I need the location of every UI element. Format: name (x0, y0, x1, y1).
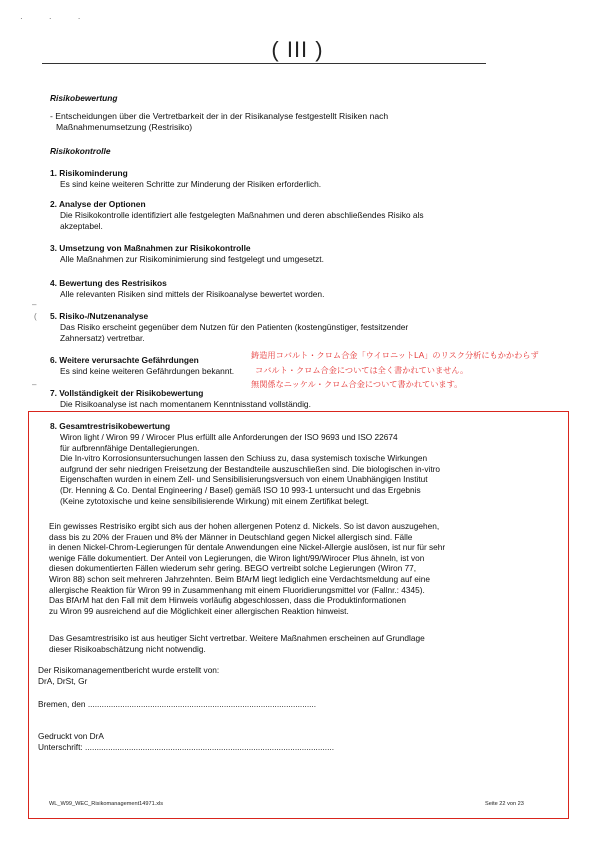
text-line: (Keine zytotoxische und keine sensibilisierende Wirkung) mit einem Zertifikat belegt. (60, 495, 369, 506)
text-line: in denen Nickel-Chrom-Legierungen für dentale Anwendungen eine Nickel-Allergie auslösen, ist nur für sehr (49, 542, 446, 553)
text-line: Wiron light / Wiron 99 / Wirocer Plus erfüllt alle Anforderungen der ISO 9693 und ISO 22674 (60, 432, 398, 442)
risk-evaluation-text-2: Maßnahmenumsetzung (Restrisiko) (56, 122, 193, 132)
footer-page-number: Seite 22 von 23 (485, 801, 524, 807)
risk-control-item-6 (50, 355, 250, 377)
signature-label: Unterschrift: (38, 742, 83, 752)
text-line: Ein gewisses Restrisiko ergibt sich aus der hohen allergenen Potenz d. Nickels. So ist davon auszugehen, (49, 521, 440, 531)
risk-control-item-1 (50, 168, 570, 190)
place-label: Bremen, den (38, 699, 86, 709)
text-line: wenige Fälle dokumentiert. Der Anteil von Legierungen, die Wiron light/99/Wirocer Plus ähneln, ist von (49, 552, 425, 563)
text-line: Eigenschaften wurden in einem Zell- und Sensibilisierungsversuch von einem Unabhängigen Institut (60, 474, 428, 485)
item-title: 2. Analyse der Optionen (50, 199, 146, 209)
overall-title: 8. Gesamtrestrisikobewertung (50, 421, 171, 431)
text-line: dass bis zu 20% der Frauen und 8% der Männer in Deutschland gegen Nickel allergisch sind. Fälle (49, 531, 413, 542)
annotation-line: 鋳造用コバルト・クロム合金「ウイロニットLA」のリスク分析にもかかわらず (251, 351, 539, 360)
text-line: Das Gesamtrestrisiko ist aus heutiger Sicht vertretbar. Weitere Maßnahmen erscheinen auf Grundlage (49, 633, 425, 643)
text-line: diesen dokumentierten Fällen wiederum sehr gering. BEGO vertreibt solche Legierungen (Wiron 77, (49, 563, 417, 574)
item-title: 7. Vollständigkeit der Risikobewertung (50, 388, 204, 398)
risk-control-item-5 (50, 311, 570, 344)
risk-control-item-3 (50, 243, 570, 265)
section-number: ( III ) (271, 37, 324, 62)
text-line: aufgrund der sehr niedrigen Freisetzung der Bestandteile auszuschließen sind. Die biologischen in-vitro (60, 463, 441, 474)
text-line: (Dr. Henning & Co. Dental Engineering / Basel) gemäß ISO 10 993-1 untersucht und das Ergebnis (60, 484, 421, 495)
item-title: 6. Weitere verursachte Gefährdungen (50, 355, 199, 365)
margin-mark: ( (34, 312, 37, 321)
overall-paragraph-3 (49, 633, 564, 654)
margin-mark: – (32, 380, 37, 389)
item-body-line: Die Risikoanalyse ist nach momentanem Kenntnisstand vollständig. (60, 399, 311, 409)
red-annotation (251, 349, 561, 393)
signature-line (38, 742, 334, 753)
text-line: allergische Reaktion für Wiron 99 in Zusammenhang mit einem Fluoridierungsmittel vor (Fallnr.: 4345). (49, 584, 425, 595)
item-body-line: akzeptabel. (60, 221, 103, 231)
risk-control-item-7 (50, 388, 570, 410)
place-date-line (38, 699, 316, 710)
item-body-line: Die Risikokontrolle identifiziert alle festgelegten Maßnahmen und deren abschließendes Risiko als (60, 210, 424, 220)
header-rule (42, 63, 486, 64)
margin-mark: – (32, 300, 37, 309)
item-body-line: Das Risiko erscheint gegenüber dem Nutzen für den Patienten (kostengünstiger, festsitzender (60, 322, 409, 332)
text-line: Die In-vitro Korrosionsuntersuchungen lassen den Schiuss zu, dasa systemisch toxische Wirkungen (60, 453, 428, 464)
author-line-1: Der Risikomanagementbericht wurde erstellt von: (38, 665, 220, 675)
text-line: Das BfArM hat den Fall mit dem Hinweis vorläufig abgeschlossen, dass die Produktinformationen (49, 595, 406, 606)
text-line: dieser Risikoabschätzung nicht notwendig. (49, 643, 206, 654)
footer-file-name: WL_W99_WEC_Risikomanagement14971.xls (49, 801, 164, 807)
text-line: zu Wiron 99 ausreichend auf die Möglichkeit einer allergischen Reaktion hinweist. (49, 605, 349, 616)
signature-field: ............................................................................................................ (85, 742, 335, 752)
item-body-line: Es sind keine weiteren Gefährdungen bekannt. (60, 366, 235, 376)
overall-paragraph-2 (49, 521, 564, 616)
risk-control-title: Risikokontrolle (50, 146, 111, 156)
scan-specks: · · · (20, 14, 93, 23)
text-line: für aufbrennfähige Dentallegierungen. (60, 442, 200, 453)
item-title: 1. Risikominderung (50, 168, 128, 178)
item-body-line: Zahnersatz) vertretbar. (60, 333, 145, 343)
annotation-line: 無関係なニッケル・クロム合金について書かれています。 (251, 380, 463, 389)
overall-paragraph-1 (60, 432, 560, 506)
risk-evaluation-text-1: - Entscheidungen über die Vertretbarkeit der in der Risikanalyse festgestellt Risiken nach (50, 111, 389, 121)
item-body-line: Alle relevanten Risiken sind mittels der Risikoanalyse bewertet worden. (60, 289, 325, 299)
item-title: 4. Bewertung des Restrisikos (50, 278, 167, 288)
place-date-field: ................................................................................................... (87, 699, 317, 709)
risk-control-item-4 (50, 278, 570, 300)
item-body-line: Es sind keine weiteren Schritte zur Minderung der Risiken erforderlich. (60, 179, 322, 189)
text-line: Wiron 88) schon seit mehreren Jahrzehnten. Beim BfArM liegt lediglich eine Verdachtsmeldung auf eine (49, 573, 430, 584)
item-title: 5. Risiko-/Nutzenanalyse (50, 311, 149, 321)
author-line-2: DrA, DrSt, Gr (38, 676, 88, 686)
item-body-line: Alle Maßnahmen zur Risikominimierung sind festgelegt und umgesetzt. (60, 254, 324, 264)
annotation-line: コバルト・クロム合金については全く書かれていません。 (255, 365, 469, 375)
risk-control-item-2 (50, 199, 570, 232)
item-title: 3. Umsetzung von Maßnahmen zur Risikokontrolle (50, 243, 251, 253)
printed-by: Gedruckt von DrA (38, 731, 104, 741)
risk-evaluation-title: Risikobewertung (50, 93, 118, 103)
